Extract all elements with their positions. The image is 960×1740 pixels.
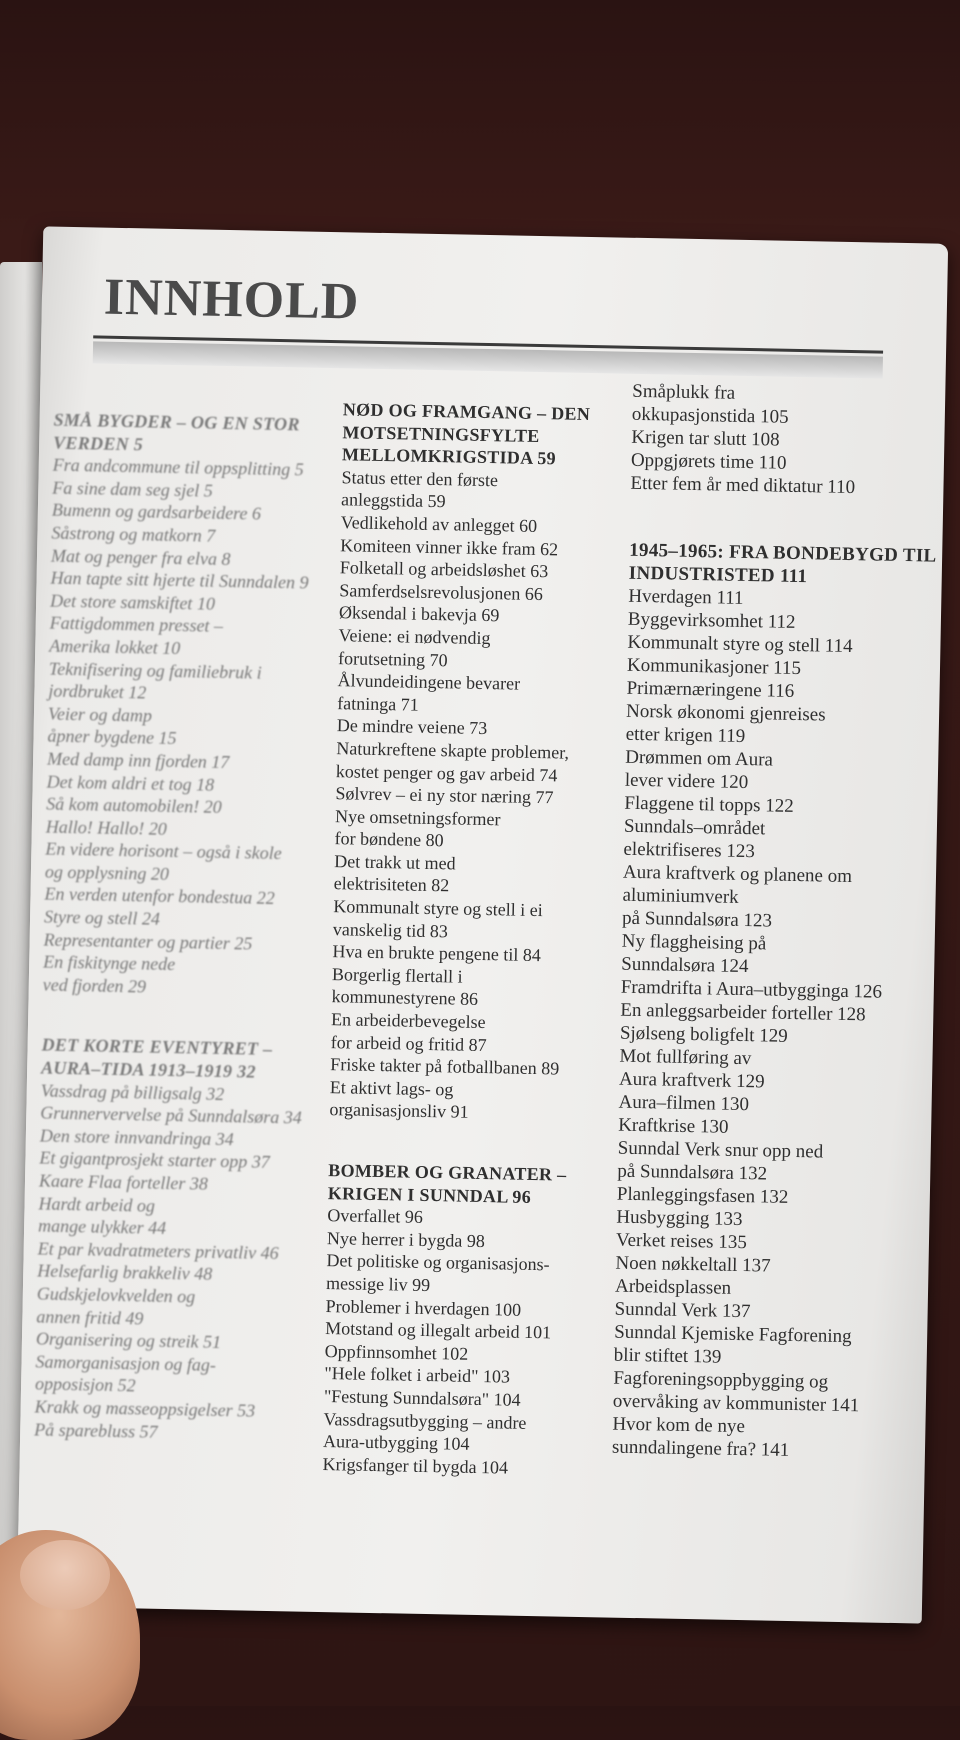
toc-entry: Etter fem år med diktatur 110: [630, 472, 856, 499]
toc-entry: Hardt arbeid og: [38, 1193, 156, 1216]
toc-entry: Kraftkrise 130: [617, 1114, 729, 1138]
toc-entry: Bumenn og gardsarbeidere 6: [51, 500, 262, 525]
toc-entry: Noen nøkkeltall 137: [615, 1252, 771, 1277]
toc-section-heading: AURA–TIDA 1913–1919 32: [40, 1057, 256, 1082]
toc-entry: overvåking av kommunister 141: [612, 1390, 860, 1417]
toc-entry: Ålvundeidingene bevarer: [337, 670, 521, 694]
toc-entry: Sunndal Verk snur opp ned: [617, 1137, 824, 1163]
toc-entry: Veiene: ei nødvendig: [338, 625, 491, 649]
toc-column-2: [322, 398, 590, 1480]
toc-entry: Samorganisasjon og fag-: [35, 1351, 217, 1375]
toc-entry: Fagforeningsoppbygging og: [613, 1367, 829, 1393]
toc-entry: Borgerlig flertall i: [331, 963, 463, 987]
toc-entry: Representanter og partier 25: [43, 929, 253, 954]
toc-entry: Motstand og illegalt arbeid 101: [325, 1318, 552, 1343]
toc-entry: Krigsfanger til bygda 104: [322, 1453, 509, 1478]
toc-entry: Sunndals–området: [623, 815, 766, 840]
toc-spacer: [328, 1121, 576, 1164]
toc-entry: kostet penger og gav arbeid 74: [335, 760, 558, 785]
toc-entry: Veier og damp: [47, 703, 153, 726]
toc-entry: Sunndalsøra 124: [621, 953, 749, 978]
toc-entry: fatninga 71: [337, 692, 419, 715]
toc-section-heading: MELLOMKRIGSTIDA 59: [341, 444, 557, 469]
toc-entry: En arbeiderbevegelse: [330, 1009, 486, 1033]
toc-entry: Norsk økonomi gjenreises: [625, 700, 826, 726]
book-page: [17, 226, 948, 1623]
toc-entry: Kommunalt styre og stell i ei: [333, 896, 543, 921]
toc-entry: En verden utenfor bondestua 22: [44, 884, 275, 909]
toc-entry: Helsefarlig brakkeliv 48: [37, 1260, 213, 1285]
toc-entry: okkupasjonstida 105: [631, 403, 789, 428]
toc-section-heading: KRIGEN I SUNNDAL 96: [327, 1182, 532, 1207]
toc-entry: Ny flaggheising på: [621, 930, 767, 955]
toc-entry: opposisjon 52: [34, 1373, 136, 1396]
toc-entry: Hva en brukte pengene til 84: [332, 941, 542, 966]
toc-entry: Vassdragsutbygging – andre: [323, 1408, 527, 1433]
toc-section-heading: SMÅ BYGDER – OG EN STOR: [53, 409, 300, 435]
toc-entry: Fattigdommen presset –: [49, 612, 224, 637]
toc-entry: Amerika lokket 10: [49, 635, 181, 659]
toc-entry: Kaare Flaa forteller 38: [38, 1170, 209, 1194]
toc-entry: åpner bygdene 15: [47, 725, 177, 749]
toc-entry: jordbruket 12: [48, 680, 147, 703]
toc-entry: Vedlikehold av anlegget 60: [340, 512, 538, 536]
toc-entry: elektrisiteten 82: [333, 873, 450, 896]
toc-entry: forutsetning 70: [337, 647, 448, 670]
toc-entry: Styre og stell 24: [43, 906, 161, 929]
toc-entry: Kommunikasjoner 115: [626, 654, 802, 680]
toc-entry: Hallo! Hallo! 20: [45, 816, 167, 839]
toc-entry: blir stiftet 139: [613, 1344, 722, 1368]
toc-section-heading: DET KORTE EVENTYRET –: [41, 1034, 273, 1060]
toc-entry: Aura kraftverk og planene om: [622, 861, 853, 888]
toc-entry: "Festung Sunndalsøra" 104: [323, 1385, 521, 1410]
toc-entry: Med damp inn fjorden 17: [46, 748, 230, 773]
toc-entry: organisasjonsliv 91: [329, 1099, 469, 1123]
toc-section-heading: VERDEN 5: [52, 432, 144, 454]
toc-section-heading: INDUSTRISTED 111: [628, 562, 808, 588]
toc-entry: Aura–filmen 130: [618, 1091, 750, 1116]
toc-entry: Kommunalt styre og stell 114: [627, 631, 853, 658]
toc-entry: lever videre 120: [624, 769, 749, 794]
toc-entry: Såstrong og matkorn 7: [51, 522, 216, 546]
toc-entry: etter krigen 119: [625, 723, 746, 748]
toc-entry: Øksendal i bakevja 69: [338, 602, 500, 626]
toc-entry: Nye omsetningsformer: [334, 805, 501, 830]
toc-entry: Verket reises 135: [615, 1229, 748, 1254]
toc-entry: Krakk og masseoppsigelser 53: [34, 1396, 256, 1421]
toc-entry: En fiskitynge nede: [43, 951, 176, 975]
toc-column-1: [34, 409, 315, 1446]
toc-entry: Sunndal Kjemiske Fagforening: [614, 1321, 852, 1348]
toc-entry: kommunestyrene 86: [331, 986, 479, 1010]
toc-entry: for bøndene 80: [334, 828, 444, 851]
thumb-highlight: [20, 1540, 110, 1610]
toc-entry: Sjølseng boligfelt 129: [619, 1022, 788, 1047]
toc-entry: På sparebluss 57: [34, 1419, 158, 1442]
toc-entry: på Sunndalsøra 123: [621, 907, 773, 932]
toc-entry: Et par kvadratmeters privatliv 46: [37, 1238, 279, 1263]
toc-entry: Planleggingsfasen 132: [616, 1183, 789, 1208]
toc-entry: Problemer i hverdagen 100: [325, 1295, 522, 1320]
toc-entry: De mindre veiene 73: [336, 715, 488, 739]
toc-entry: Byggevirksomhet 112: [627, 608, 796, 633]
toc-entry: Framdrifta i Aura–utbygginga 126: [620, 976, 883, 1003]
toc-entry: Mat og penger fra elva 8: [50, 545, 231, 569]
toc-entry: Folketall og arbeidsløshet 63: [339, 557, 549, 582]
toc-entry: Husbygging 133: [616, 1206, 743, 1231]
toc-entry: Arbeidsplassen: [614, 1275, 732, 1299]
toc-entry: elektrifiseres 123: [623, 838, 756, 863]
toc-entry: ved fjorden 29: [42, 974, 147, 997]
toc-section-heading: BOMBER OG GRANATER –: [328, 1160, 567, 1185]
toc-entry: annen fritid 49: [36, 1306, 144, 1329]
toc-entry: Drømmen om Aura: [625, 746, 774, 771]
page-title: INNHOLD: [103, 268, 360, 331]
toc-entry: Fra andcommune til oppsplitting 5: [52, 454, 304, 480]
toc-entry: Naturkreftene skapte problemer,: [336, 738, 570, 763]
toc-entry: Gudskjelovkvelden og: [36, 1283, 196, 1307]
toc-entry: på Sunndalsøra 132: [617, 1160, 768, 1185]
toc-entry: Hvor kom de nye: [612, 1413, 746, 1438]
toc-entry: Småplukk fra: [632, 380, 736, 404]
toc-entry: anleggstida 59: [340, 489, 446, 512]
toc-entry: Den store innvandringa 34: [39, 1125, 234, 1150]
toc-entry: vanskelig tid 83: [332, 918, 449, 941]
toc-entry: Overfallet 96: [327, 1205, 424, 1228]
toc-entry: Vassdrag på billigsalg 32: [40, 1080, 225, 1104]
toc-entry: Primærnæringene 116: [626, 677, 795, 702]
toc-entry: Friske takter på fotballbanen 89: [330, 1054, 560, 1079]
toc-entry: Aura kraftverk 129: [618, 1068, 765, 1093]
toc-entry: Et gigantprosjekt starter opp 37: [39, 1147, 270, 1173]
toc-entry: Han tapte sitt hjerte til Sunndalen 9: [50, 567, 309, 593]
toc-entry: Nye herrer i bygda 98: [326, 1227, 486, 1251]
toc-entry: Det politiske og organisasjons-: [326, 1250, 550, 1275]
toc-spacer: [629, 495, 937, 545]
toc-entry: sunndalingene fra? 141: [611, 1436, 790, 1461]
toc-section-heading: 1945–1965: FRA BONDEBYGD TIL: [629, 539, 937, 567]
toc-entry: Fa sine dam seg sjel 5: [52, 477, 213, 501]
toc-entry: Oppgjørets time 110: [630, 449, 787, 474]
toc-entry: Det store samskiftet 10: [49, 590, 216, 614]
toc-entry: Det kom aldri et tog 18: [46, 771, 215, 795]
toc-spacer: [42, 996, 304, 1039]
toc-entry: Aura-utbygging 104: [322, 1431, 470, 1454]
toc-entry: Komiteen vinner ikke fram 62: [340, 534, 559, 559]
toc-entry: mange ulykker 44: [37, 1215, 167, 1239]
toc-entry: Så kom automobilen! 20: [46, 793, 222, 818]
toc-entry: Sunndal Verk 137: [614, 1298, 751, 1323]
toc-entry: En anleggsarbeider forteller 128: [620, 999, 866, 1026]
toc-entry: Mot fullføring av: [619, 1045, 752, 1070]
toc-entry: Et aktivt lags- og: [329, 1076, 454, 1100]
toc-column-3: [612, 380, 940, 1465]
toc-entry: messige liv 99: [325, 1273, 431, 1296]
toc-entry: aluminiumverk: [622, 884, 739, 908]
toc-entry: En videre horisont – også i skole: [45, 838, 282, 864]
toc-entry: Sølvrev – ei ny stor næring 77: [335, 783, 554, 808]
toc-entry: Oppfinnsomhet 102: [324, 1340, 469, 1364]
toc-entry: Grunnervervelse på Sunndalsøra 34: [40, 1102, 302, 1128]
toc-entry: Status etter den første: [341, 466, 499, 490]
toc-entry: Det trakk ut med: [334, 851, 456, 874]
toc-entry: Organisering og streik 51: [35, 1328, 222, 1353]
toc-entry: og opplysning 20: [44, 861, 170, 884]
title-rule-shade: [93, 341, 883, 378]
toc-entry: "Hele folket i arbeid" 103: [324, 1363, 511, 1387]
toc-entry: Samferdselsrevolusjonen 66: [339, 579, 544, 604]
toc-section-heading: NØD OG FRAMGANG – DEN: [342, 399, 591, 424]
toc-entry: for arbeid og fritid 87: [330, 1031, 487, 1055]
toc-entry: Hverdagen 111: [628, 585, 744, 609]
toc-entry: Flaggene til topps 122: [624, 792, 794, 817]
toc-entry: Teknifisering og familiebruk i: [48, 658, 262, 683]
toc-section-heading: MOTSETNINGSFYLTE: [342, 421, 540, 446]
toc-entry: Krigen tar slutt 108: [631, 426, 780, 451]
